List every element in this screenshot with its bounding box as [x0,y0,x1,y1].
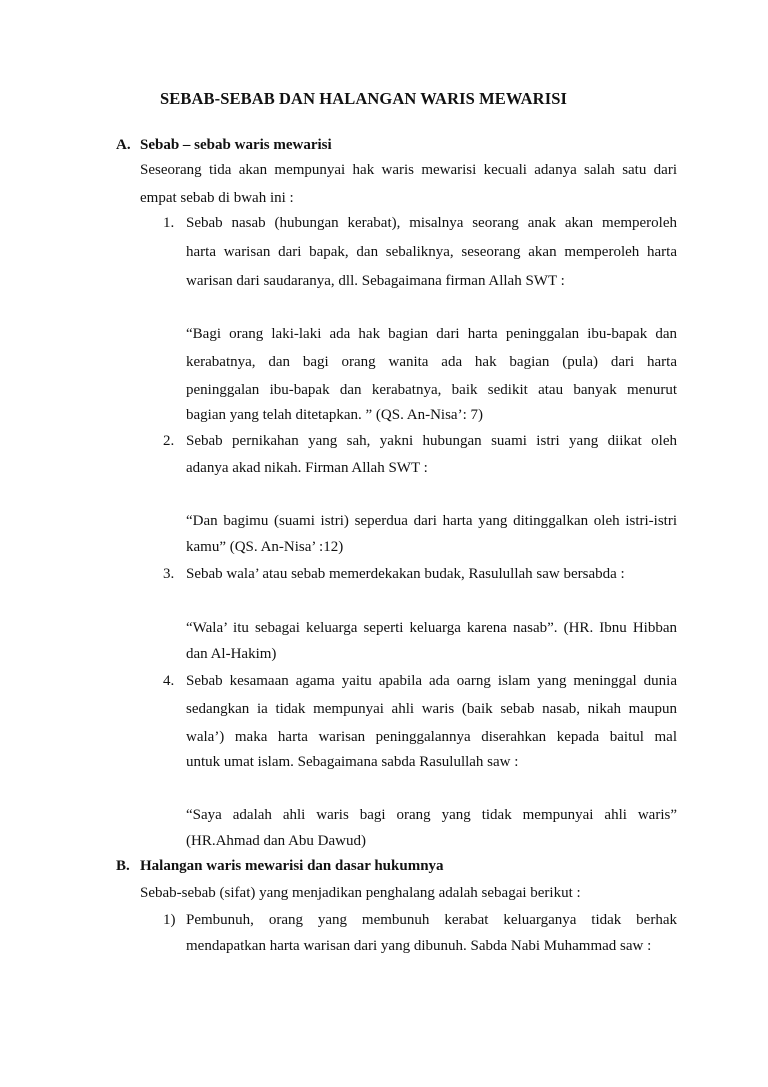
section-a-intro-line-2: empat sebab di bwah ini : [140,190,294,206]
section-b-marker: B. [116,858,130,874]
section-a-title: Sebab – sebab waris mewarisi [140,137,332,153]
item-1-quote-line-3: peninggalan ibu-bapak dan kerabatnya, baik sedikit atau banyak menurut [186,382,677,398]
b-item-1-number: 1) [163,912,176,928]
item-1-line-1: Sebab nasab (hubungan kerabat), misalnya seorang anak akan memperoleh [186,215,677,231]
item-3-line-1: Sebab wala’ atau sebab memerdekakan budak, Rasulullah saw bersabda : [186,566,625,582]
section-a-marker: A. [116,137,131,153]
b-item-1-line-2: mendapatkan harta warisan dari yang dibunuh. Sabda Nabi Muhammad saw : [186,938,652,954]
item-2-quote-line-1: “Dan bagimu (suami istri) seperdua dari harta yang ditinggalkan oleh istri-istri [186,513,677,529]
section-a-heading [116,137,332,154]
section-b-heading [116,858,444,875]
item-1-line-3: warisan dari saudaranya, dll. Sebagaimana firman Allah SWT : [186,273,565,289]
item-3-number: 3. [163,566,175,582]
item-2-line-1: Sebab pernikahan yang sah, yakni hubungan suami istri yang diikat oleh [186,433,677,449]
section-b-title: Halangan waris mewarisi dan dasar hukumnya [140,858,444,874]
section-b-intro-line-1: Sebab-sebab (sifat) yang menjadikan penghalang adalah sebagai berikut : [140,885,581,901]
section-a-intro-line-1: Seseorang tida akan mempunyai hak waris mewarisi kecuali adanya salah satu dari [140,162,677,178]
item-1-line-2: harta warisan dari bapak, dan sebaliknya, seseorang akan memperoleh harta [186,244,677,260]
item-4-line-1: Sebab kesamaan agama yaitu apabila ada oarng islam yang meninggal dunia [186,673,677,689]
item-3-quote-line-2: dan Al-Hakim) [186,646,277,662]
item-3-quote-line-1: “Wala’ itu sebagai keluarga seperti keluarga karena nasab”. (HR. Ibnu Hibban [186,620,677,636]
item-2-line-2: adanya akad nikah. Firman Allah SWT : [186,460,428,476]
item-4-number: 4. [163,673,175,689]
item-1-quote-line-4: bagian yang telah ditetapkan. ” (QS. An-Nisa’: 7) [186,407,483,423]
item-4-line-4: untuk umat islam. Sebagaimana sabda Rasulullah saw : [186,754,519,770]
item-1-number: 1. [163,215,175,231]
b-item-1-line-1: Pembunuh, orang yang membunuh kerabat keluarganya tidak berhak [186,912,677,928]
item-4-line-2: sedangkan ia tidak mempunyai ahli waris (baik sebab nasab, nikah maupun [186,701,677,717]
document-title: SEBAB-SEBAB DAN HALANGAN WARIS MEWARISI [160,89,568,108]
item-4-quote-line-2: (HR.Ahmad dan Abu Dawud) [186,833,366,849]
item-1-quote-line-1: “Bagi orang laki-laki ada hak bagian dari harta peninggalan ibu-bapak dan [186,326,677,342]
item-2-quote-line-2: kamu” (QS. An-Nisa’ :12) [186,539,344,555]
item-4-line-3: wala’) maka harta warisan peninggalannya diserahkan kepada baitul mal [186,729,677,745]
item-2-number: 2. [163,433,175,449]
item-4-quote-line-1: “Saya adalah ahli waris bagi orang yang tidak mempunyai ahli waris” [186,807,677,823]
item-1-quote-line-2: kerabatnya, dan bagi orang wanita ada hak bagian (pula) dari harta [186,354,677,370]
